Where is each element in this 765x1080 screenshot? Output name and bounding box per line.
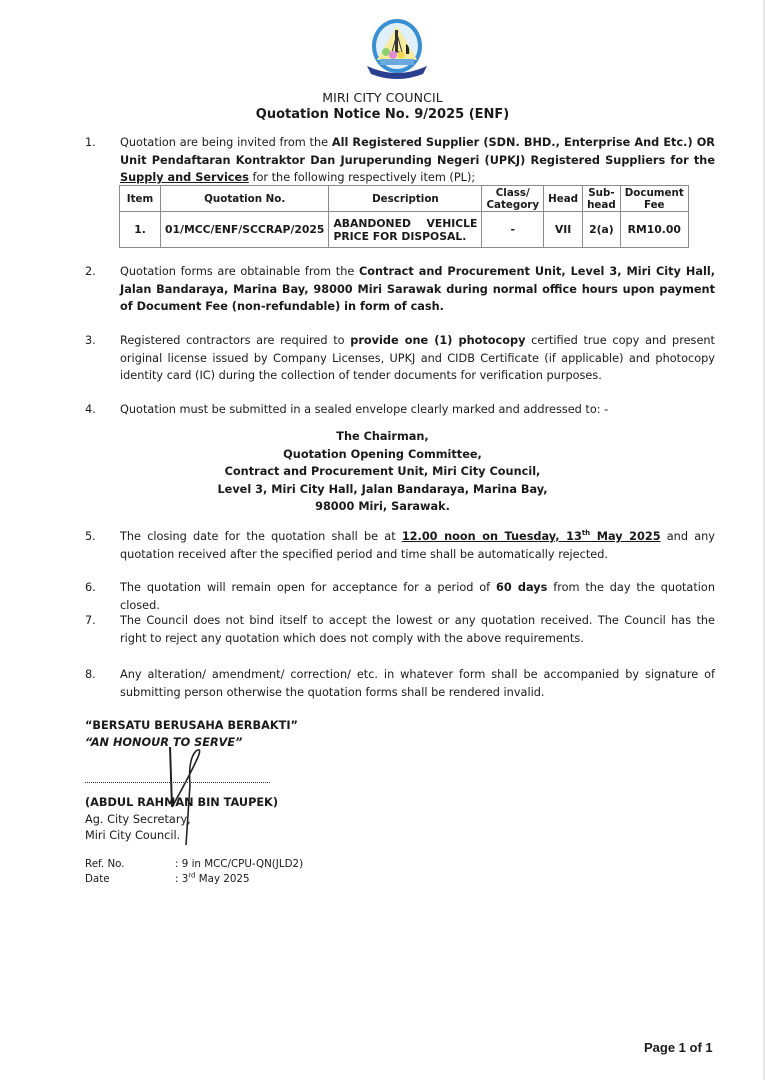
cell-subhead: 2(a) bbox=[583, 212, 621, 248]
clause-bold-text: 60 days bbox=[496, 581, 548, 594]
clause-number: 6. bbox=[85, 581, 96, 594]
clause-6 bbox=[85, 579, 715, 614]
clause-underlined-text: Supply and Services bbox=[120, 171, 249, 184]
clause-3 bbox=[85, 332, 715, 385]
header-description: Description bbox=[329, 186, 482, 212]
clause-1 bbox=[85, 134, 715, 187]
submission-address bbox=[0, 428, 765, 516]
clause-bold-text: Contract and Procurement Unit, Level 3, Miri City Hall, Jalan Bandaraya, Marina Bay, 98000 Miri Sarawak during normal office hours upon payment of Document Fee (non-refundable) in form of cash. bbox=[120, 265, 715, 313]
clause-4 bbox=[85, 401, 715, 419]
clause-text: and any quotation received after the specified period and time shall be automatically rejected. bbox=[120, 530, 715, 561]
clause-number: 5. bbox=[85, 530, 96, 543]
date-ordinal: rd bbox=[188, 871, 196, 880]
clause-text: Quotation forms are obtainable from the bbox=[120, 265, 359, 278]
date-value-pre: : 3 bbox=[175, 873, 189, 885]
motto-malay: “BERSATU BERUSAHA BERBAKTI” bbox=[85, 719, 298, 732]
quotation-items-table bbox=[119, 185, 689, 248]
header-subhead-line1: Sub- bbox=[588, 186, 615, 199]
signatory-name: (ABDUL RAHMAN BIN TAUPEK) bbox=[85, 796, 278, 809]
header-subhead bbox=[583, 186, 621, 212]
clause-text: for the following respectively item (PL); bbox=[248, 171, 476, 184]
cell-quotation-no: 01/MCC/ENF/SCCRAP/2025 bbox=[161, 212, 329, 248]
closing-date-part: May 2025 bbox=[590, 530, 661, 543]
signature-line bbox=[85, 782, 270, 783]
clause-5 bbox=[85, 528, 715, 563]
date-label: Date bbox=[85, 873, 110, 885]
cell-document-fee: RM10.00 bbox=[620, 212, 688, 248]
clause-text: from the day the quotation closed. bbox=[120, 581, 715, 612]
clause-8 bbox=[85, 666, 715, 701]
header-head: Head bbox=[544, 186, 583, 212]
clause-text: Quotation are being invited from the bbox=[120, 136, 332, 149]
cell-class-category: - bbox=[482, 212, 544, 248]
header-document-fee bbox=[620, 186, 688, 212]
table-header-row bbox=[120, 186, 689, 212]
notice-title: Quotation Notice No. 9/2025 (ENF) bbox=[255, 107, 510, 122]
motto-english: “AN HONOUR TO SERVE” bbox=[85, 736, 243, 749]
header-subhead-line2: head bbox=[587, 198, 616, 211]
signatory-position: Ag. City Secretary, bbox=[85, 813, 191, 826]
page-indicator: Page 1 of 1 bbox=[644, 1040, 713, 1055]
clause-number: 2. bbox=[85, 265, 96, 278]
closing-date bbox=[402, 530, 661, 543]
clause-number: 8. bbox=[85, 668, 96, 681]
address-line: 98000 Miri, Sarawak. bbox=[315, 500, 450, 513]
clause-text: Registered contractors are required to bbox=[120, 334, 351, 347]
header-quotation-no: Quotation No. bbox=[161, 186, 329, 212]
signatory-organization: Miri City Council. bbox=[85, 829, 181, 842]
cell-description bbox=[329, 212, 482, 248]
organization-name: MIRI CITY COUNCIL bbox=[322, 90, 443, 105]
table-row bbox=[120, 212, 689, 248]
address-line: The Chairman, bbox=[336, 430, 429, 443]
header-fee-line1: Document bbox=[624, 186, 684, 199]
ref-value: : 9 in MCC/CPU-QN(JLD2) bbox=[175, 858, 304, 870]
clause-text: The closing date for the quotation shall be at bbox=[120, 530, 402, 543]
header-class-line1: Class/ bbox=[495, 186, 530, 199]
clause-number: 4. bbox=[85, 403, 96, 416]
clause-number: 3. bbox=[85, 334, 96, 347]
ordinal-suffix: th bbox=[581, 529, 591, 538]
description-line2: PRICE FOR DISPOSAL. bbox=[333, 229, 467, 243]
address-line: Quotation Opening Committee, bbox=[283, 447, 482, 461]
description-line1: ABANDONED VEHICLE bbox=[333, 216, 478, 230]
cell-head: VII bbox=[544, 212, 583, 248]
clause-number: 1. bbox=[85, 136, 96, 149]
clause-text: The quotation will remain open for acceptance for a period of bbox=[120, 581, 496, 594]
clause-bold-text: All Registered Supplier (SDN. BHD., Enterprise And Etc.) OR Unit Pendaftaran Kontraktor Dan Juruperunding Negeri (UPKJ) Registered Suppliers for the bbox=[120, 136, 716, 167]
header-item: Item bbox=[120, 186, 161, 212]
clause-7 bbox=[85, 612, 715, 647]
reference-number bbox=[85, 858, 303, 870]
ref-label: Ref. No. bbox=[85, 858, 125, 870]
address-line: Level 3, Miri City Hall, Jalan Bandaraya, Marina Bay, bbox=[217, 482, 548, 496]
clause-text: Any alteration/ amendment/ correction/ etc. in whatever form shall be accompanied by signature of submitting person otherwise the quotation forms shall be rendered invalid. bbox=[120, 668, 715, 699]
clause-bold-text: provide one (1) photocopy bbox=[350, 334, 526, 347]
date-value-post: May 2025 bbox=[195, 873, 250, 885]
reference-date bbox=[85, 873, 250, 885]
address-line: Contract and Procurement Unit, Miri City Council, bbox=[224, 465, 541, 478]
header-class-category bbox=[482, 186, 544, 212]
clause-number: 7. bbox=[85, 614, 96, 627]
clause-text: certified true copy and present original license issued by Company Licenses, UPKJ and CIDB Certificate (if applicable) and photocopy identity card (IC) during the collection of tender documents for verification purposes. bbox=[120, 334, 715, 382]
cell-item: 1. bbox=[120, 212, 161, 248]
closing-date-part: 12.00 noon on Tuesday, 13 bbox=[401, 530, 582, 543]
clause-2 bbox=[85, 263, 715, 316]
clause-text: The Council does not bind itself to accept the lowest or any quotation received. The Council has the right to reject any quotation which does not comply with the above requirements. bbox=[120, 614, 715, 645]
header-class-line2: Category bbox=[486, 198, 540, 211]
council-crest-logo bbox=[362, 16, 432, 84]
clause-text: Quotation must be submitted in a sealed envelope clearly marked and addressed to: - bbox=[120, 403, 609, 416]
header-fee-line2: Fee bbox=[643, 198, 665, 211]
